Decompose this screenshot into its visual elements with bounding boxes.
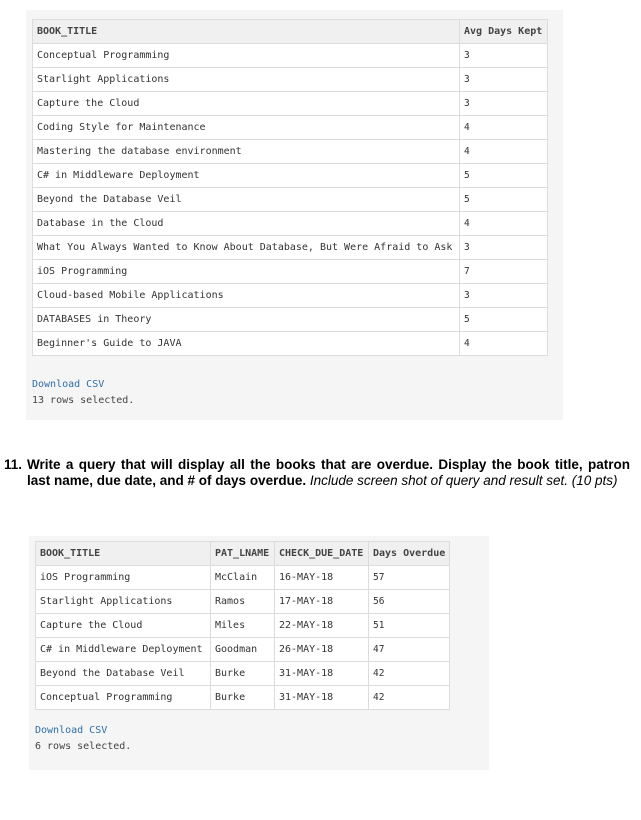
table-cell: Database in the Cloud: [33, 212, 460, 236]
table-row: [33, 116, 548, 140]
table-cell: C# in Middleware Deployment: [33, 164, 460, 188]
table-cell: 17-MAY-18: [275, 590, 369, 614]
table-cell: 5: [460, 188, 548, 212]
avg-days-kept-table: [32, 19, 548, 356]
table-cell: Conceptual Programming: [33, 44, 460, 68]
table-cell: 47: [369, 638, 450, 662]
table-row: [33, 212, 548, 236]
table-cell: 42: [369, 662, 450, 686]
table-cell: Conceptual Programming: [36, 686, 211, 710]
table-row: [33, 92, 548, 116]
table-cell: 26-MAY-18: [275, 638, 369, 662]
query-result-panel-avg-days: [26, 10, 563, 420]
overdue-books-table: [35, 541, 450, 710]
table-row: [36, 638, 450, 662]
table-cell: 16-MAY-18: [275, 566, 369, 590]
table-row: [36, 686, 450, 710]
table-cell: 3: [460, 236, 548, 260]
question-11: [4, 457, 630, 489]
table-row: [33, 236, 548, 260]
table-cell: Coding Style for Maintenance: [33, 116, 460, 140]
table-cell: Cloud-based Mobile Applications: [33, 284, 460, 308]
table-row: [33, 332, 548, 356]
table-cell: Goodman: [211, 638, 275, 662]
table-cell: Mastering the database environment: [33, 140, 460, 164]
table-cell: 22-MAY-18: [275, 614, 369, 638]
table-cell: iOS Programming: [33, 260, 460, 284]
table-row: [33, 164, 548, 188]
table-cell: 3: [460, 92, 548, 116]
column-header: Days Overdue: [369, 542, 450, 566]
table-cell: Beginner's Guide to JAVA: [33, 332, 460, 356]
table-cell: Capture the Cloud: [33, 92, 460, 116]
table-cell: 31-MAY-18: [275, 686, 369, 710]
question-instruction: Write a query that will display all the books that are overdue. Display the book title, patron last name, due date, and # of days overdue.: [27, 457, 630, 488]
table-cell: 3: [460, 44, 548, 68]
table-cell: 31-MAY-18: [275, 662, 369, 686]
table-cell: 4: [460, 332, 548, 356]
table-cell: 42: [369, 686, 450, 710]
table-cell: 7: [460, 260, 548, 284]
table-row: [33, 140, 548, 164]
table-cell: 51: [369, 614, 450, 638]
query-result-panel-overdue: [29, 536, 489, 770]
table-row: [33, 44, 548, 68]
table-cell: 4: [460, 116, 548, 140]
table-cell: 4: [460, 140, 548, 164]
table-cell: Miles: [211, 614, 275, 638]
table-cell: DATABASES in Theory: [33, 308, 460, 332]
column-header: BOOK_TITLE: [36, 542, 211, 566]
table-header-row: [36, 542, 450, 566]
table-row: [36, 590, 450, 614]
question-text: [27, 457, 630, 489]
table-cell: Beyond the Database Veil: [33, 188, 460, 212]
rows-selected-status: 6 rows selected.: [35, 741, 132, 752]
question-note: Include screen shot of query and result set. (10 pts): [309, 473, 618, 488]
column-header: CHECK_DUE_DATE: [275, 542, 369, 566]
table-row: [36, 662, 450, 686]
rows-selected-status: 13 rows selected.: [32, 395, 135, 406]
question-number: 11.: [4, 457, 23, 472]
table-header-row: [33, 20, 548, 44]
table-cell: 56: [369, 590, 450, 614]
table-row: [36, 566, 450, 590]
column-header: BOOK_TITLE: [33, 20, 460, 44]
column-header: PAT_LNAME: [211, 542, 275, 566]
table-row: [36, 614, 450, 638]
table-cell: Starlight Applications: [36, 590, 211, 614]
table-cell: Burke: [211, 662, 275, 686]
table-cell: Starlight Applications: [33, 68, 460, 92]
table-cell: Ramos: [211, 590, 275, 614]
table-cell: iOS Programming: [36, 566, 211, 590]
table-cell: Capture the Cloud: [36, 614, 211, 638]
table-row: [33, 308, 548, 332]
table-cell: C# in Middleware Deployment: [36, 638, 211, 662]
table-cell: What You Always Wanted to Know About Database, But Were Afraid to Ask: [33, 236, 460, 260]
table-cell: 5: [460, 164, 548, 188]
table-cell: 4: [460, 212, 548, 236]
table-cell: 3: [460, 68, 548, 92]
download-csv-link[interactable]: Download CSV: [35, 725, 108, 736]
table-row: [33, 68, 548, 92]
table-cell: Burke: [211, 686, 275, 710]
table-cell: 3: [460, 284, 548, 308]
table-cell: McClain: [211, 566, 275, 590]
table-cell: 5: [460, 308, 548, 332]
column-header: Avg Days Kept: [460, 20, 548, 44]
table-row: [33, 284, 548, 308]
table-row: [33, 188, 548, 212]
table-cell: Beyond the Database Veil: [36, 662, 211, 686]
download-csv-link[interactable]: Download CSV: [32, 379, 105, 390]
table-cell: 57: [369, 566, 450, 590]
table-row: [33, 260, 548, 284]
